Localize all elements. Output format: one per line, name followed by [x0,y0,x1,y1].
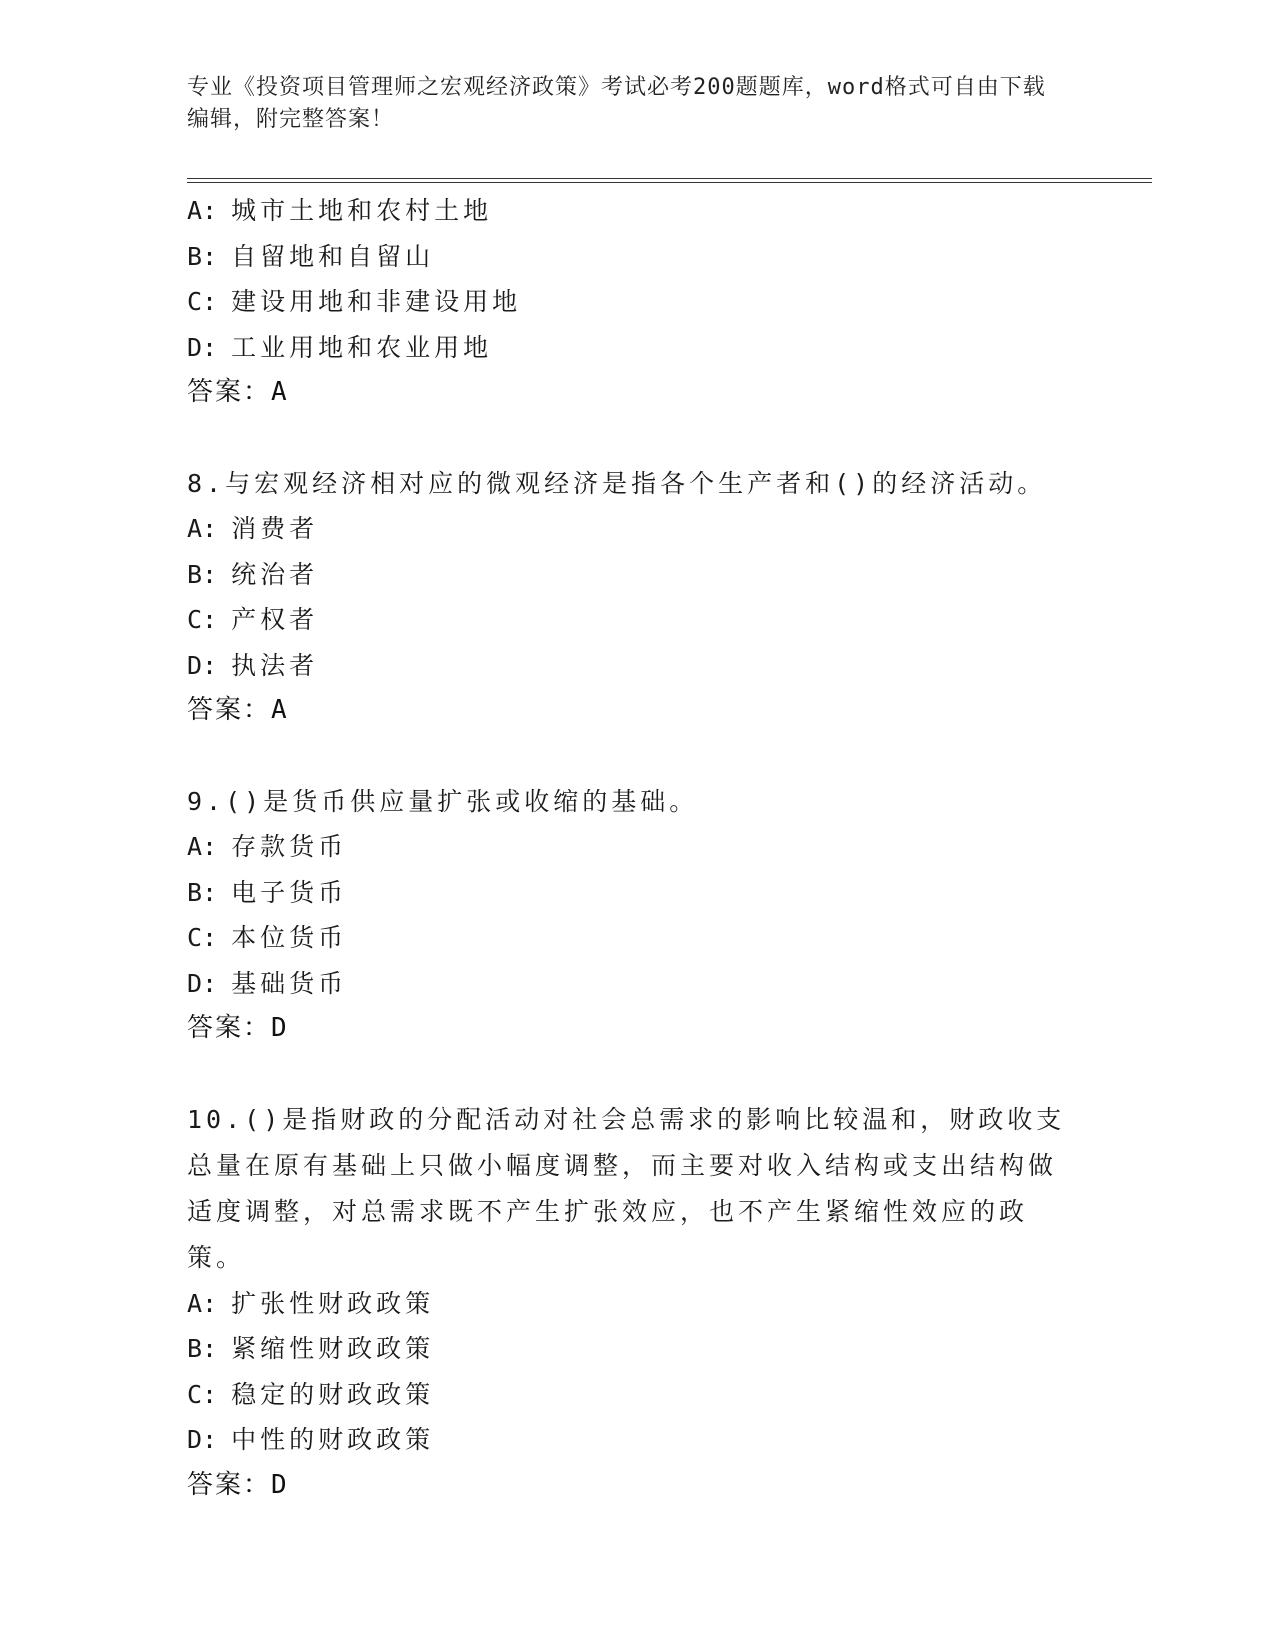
answer: 答案：D [187,1013,289,1043]
question-9 [187,779,1087,1052]
option-letter: D: [187,1425,218,1454]
option-text: 自留地和自留山 [231,241,435,271]
option-text: 消费者 [231,514,319,543]
option-text: 本位货币 [231,923,348,952]
question-stem: 8.与宏观经济相对应的微观经济是指各个生产者和()的经济活动。 [187,468,1047,498]
option-text: 稳定的财政政策 [231,1379,435,1409]
option-letter: C: [187,923,218,952]
option-text: 电子货币 [231,877,348,907]
answer: 答案：D [187,1469,289,1500]
answer: 答案：A [187,695,289,725]
option-text: 建设用地和非建设用地 [231,287,522,316]
option-text: 扩张性财政政策 [231,1288,435,1318]
option-d [187,1417,1087,1463]
header-rule-top [187,178,1152,179]
option-text: 存款货币 [231,832,348,861]
spacer [187,734,1087,779]
option-a [187,506,1087,552]
option-b [187,234,1087,280]
option-text: 工业用地和农业用地 [231,332,493,362]
option-letter: D: [187,968,218,998]
option-letter: A: [187,514,218,543]
option-letter: B: [187,1334,218,1363]
document-header: 专业《投资项目管理师之宏观经济政策》考试必考200题题库，word格式可自由下载编辑，附完整答案！ [187,75,1046,132]
option-letter: C: [187,1379,218,1409]
option-c [187,279,1087,325]
option-text: 统治者 [231,559,319,589]
option-letter: A: [187,832,218,861]
option-text: 执法者 [231,650,319,680]
question-8 [187,461,1087,734]
option-a [187,824,1087,870]
option-text: 中性的财政政策 [231,1425,435,1454]
option-letter: C: [187,605,218,634]
option-letter: B: [187,241,218,271]
option-letter: A: [187,196,218,225]
option-b [187,870,1087,916]
option-letter: B: [187,559,218,589]
option-letter: A: [187,1288,218,1318]
option-d [187,643,1087,689]
option-b [187,552,1087,598]
spacer [187,1052,1087,1097]
question-7 [187,188,1087,416]
option-a [187,188,1087,234]
question-10 [187,1097,1087,1509]
option-text: 基础货币 [231,968,348,998]
option-d [187,325,1087,371]
option-text: 产权者 [231,605,319,634]
option-text: 紧缩性财政政策 [231,1334,435,1363]
option-c [187,597,1087,643]
option-letter: B: [187,877,218,907]
question-stem: 9.()是货币供应量扩张或收缩的基础。 [187,786,699,816]
question-stem: 10.()是指财政的分配活动对社会总需求的影响比较温和，财政收支总量在原有基础上只做小幅度调整，而主要对收入结构或支出结构做适度调整，对总需求既不产生扩张效应，也不产生紧缩性效应的政策。 [187,1104,1066,1272]
option-c [187,915,1087,961]
question-list [187,188,1087,1508]
header-rule-bottom [187,182,1152,183]
option-letter: D: [187,650,218,680]
answer: 答案：A [187,377,289,407]
option-b [187,1326,1087,1372]
option-letter: C: [187,287,218,316]
option-text: 城市土地和农村土地 [231,196,493,225]
spacer [187,416,1087,461]
option-a [187,1281,1087,1327]
option-c [187,1372,1087,1418]
option-letter: D: [187,332,218,362]
option-d [187,961,1087,1007]
